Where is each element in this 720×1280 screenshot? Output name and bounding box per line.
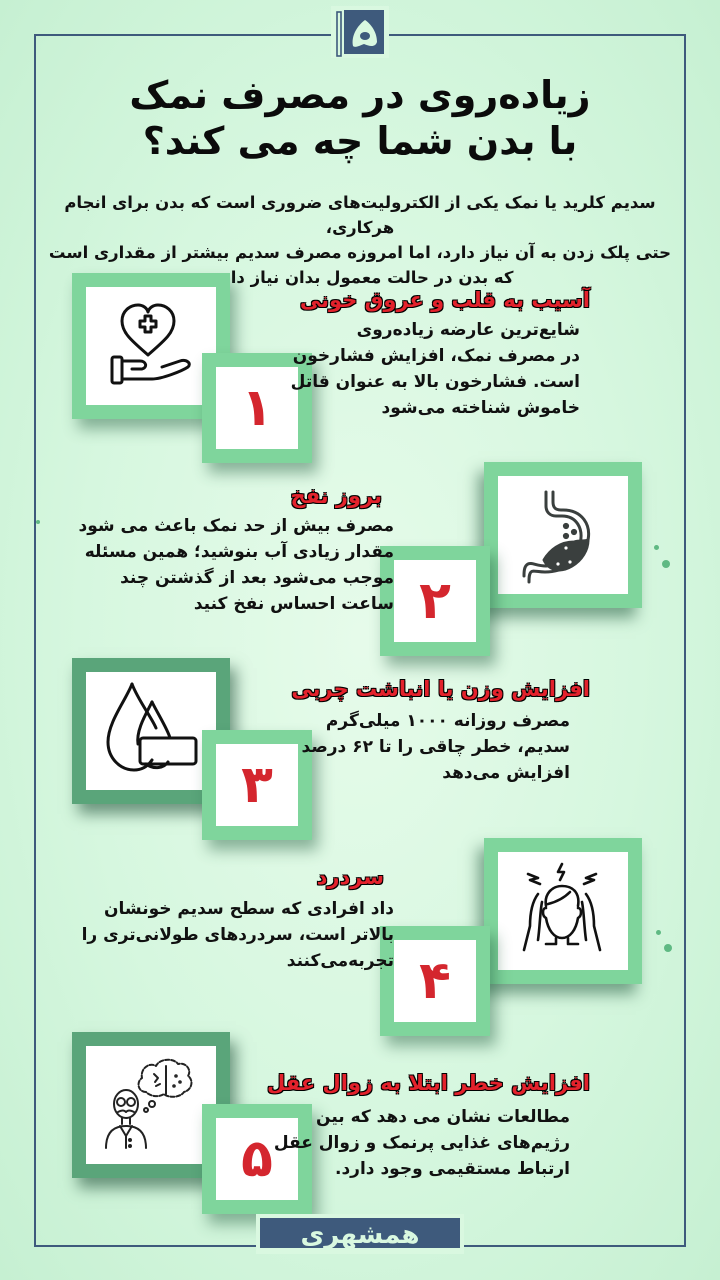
stomach-icon: [508, 482, 618, 588]
item-text: [291, 317, 580, 421]
item-text-line: شایع‌ترین عارضه زیاده‌روی: [356, 320, 580, 340]
intro-line-3: که بدن در حالت معمول بدان نیاز دارد.: [206, 268, 514, 287]
icon-card-5: [86, 1046, 216, 1164]
item-text-line: مصرف بیش از حد نمک باعث می شود: [78, 516, 394, 536]
item-text-line: است. فشارخون بالا به عنوان قاتل: [290, 372, 580, 392]
elderly-brain-dementia-icon: [96, 1052, 206, 1158]
item-text-line: خاموش شناخته می‌شود: [381, 398, 580, 418]
item-text-line: تجربه‌می‌کنند: [286, 951, 394, 971]
icon-card-2: [498, 476, 628, 594]
item-number: ۳: [241, 755, 273, 815]
item-text-line: مطالعات نشان می دهد که بین: [316, 1107, 570, 1127]
item-text-line: مقدار زیادی آب بنوشید؛ همین مسئله: [84, 542, 394, 562]
item-text: [82, 896, 394, 974]
item-text-line: موجب می‌شود بعد از گذشتن چند: [120, 568, 394, 588]
splatter-decoration: [664, 944, 672, 952]
item-number: ۱: [241, 378, 273, 438]
item-title: آسیب به قلب و عروق خونی: [299, 288, 590, 312]
item-text-line: ارتباط مستقیمی وجود دارد.: [335, 1159, 570, 1179]
number-card-3: [216, 744, 298, 826]
item-title: بروز نفخ: [290, 484, 382, 508]
item-text-line: در مصرف نمک، افزایش فشارخون: [292, 346, 580, 366]
hamshahri-wordmark-icon: [256, 1214, 464, 1254]
number-card-1: [216, 367, 298, 449]
item-text-line: مصرف روزانه ۱۰۰۰ میلی‌گرم: [325, 711, 570, 731]
hamshahri-emblem-icon: [331, 6, 389, 58]
splatter-decoration: [36, 520, 40, 524]
number-card-4: [394, 940, 476, 1022]
splatter-decoration: [654, 545, 659, 550]
icon-card-1: [86, 287, 216, 405]
item-text: [79, 513, 394, 617]
intro-paragraph: [48, 190, 672, 290]
item-text-line: افزایش می‌دهد: [442, 763, 570, 783]
item-number: ۵: [241, 1129, 273, 1189]
item-number: ۲: [419, 571, 451, 631]
icon-card-3: [86, 672, 216, 790]
headache-icon: [508, 858, 618, 964]
title-line-2: با بدن شما چه می کند؟: [142, 119, 578, 163]
title-line-1: زیاده‌روی در مصرف نمک: [129, 73, 591, 117]
heart-hand-care-icon: [96, 293, 206, 399]
footer-logo-text: همشهری: [300, 1220, 420, 1250]
splatter-decoration: [662, 560, 670, 568]
item-title: افزایش خطر ابتلا به زوال عقل: [267, 1071, 590, 1095]
intro-line-2: حتی پلک زدن به آن نیاز دارد، اما امروزه مصرف سدیم بیشتر از مقداری است: [48, 243, 672, 262]
splatter-decoration: [656, 930, 661, 935]
number-card-2: [394, 560, 476, 642]
icon-card-4: [498, 852, 628, 970]
item-text-line: ساعت احساس نفخ کنید: [193, 594, 394, 614]
item-text-line: رژیم‌های غذایی پرنمک و زوال عقل: [273, 1133, 570, 1153]
item-text-line: سدیم، خطر چاقی را تا ۶۲ درصد: [301, 737, 570, 757]
item-title: سردرد: [316, 865, 384, 889]
fat-drops-icon: [96, 678, 206, 784]
item-number: ۴: [419, 951, 451, 1011]
item-text-line: داد افرادی که سطح سدیم خونشان: [104, 899, 394, 919]
item-text: [302, 708, 571, 786]
item-text-line: بالاتر است، سردردهای طولانی‌تری را: [81, 925, 394, 945]
item-text: [274, 1104, 570, 1182]
item-title: افزایش وزن یا انباشت چربی: [291, 677, 590, 701]
page-title: [60, 72, 660, 164]
intro-line-1: سدیم کلرید یا نمک یکی از الکترولیت‌های ضروری است که بدن برای انجام هرکاری،: [64, 193, 656, 237]
